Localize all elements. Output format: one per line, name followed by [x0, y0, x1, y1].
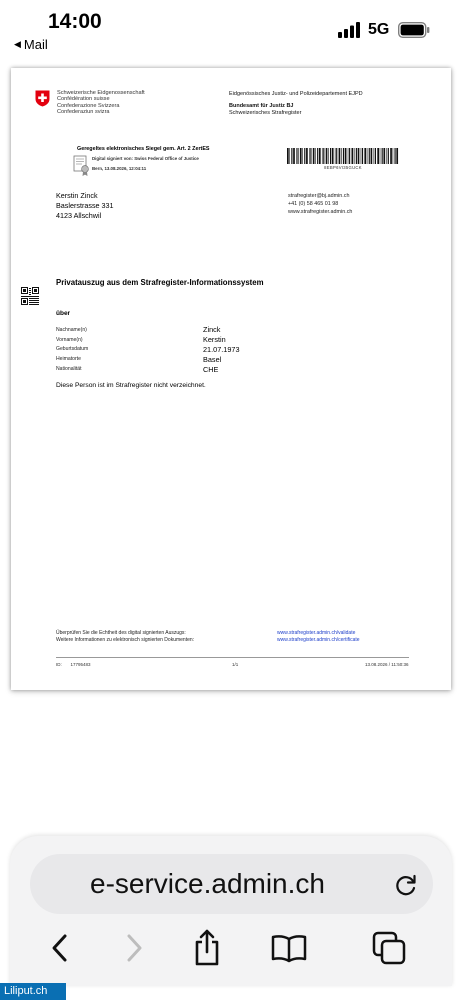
qr-module [32, 302, 33, 303]
qr-finder [23, 289, 26, 292]
qr-module [30, 292, 31, 293]
qr-module [31, 296, 32, 297]
barcode-bar [380, 148, 381, 164]
qr-module [36, 302, 37, 303]
barcode-bar [322, 148, 323, 164]
barcode-bar [396, 148, 398, 164]
qr-module [36, 304, 37, 305]
field-label: Geburtsdatum [56, 346, 89, 353]
qr-module [38, 304, 39, 305]
footer-id-label: ID: [56, 662, 62, 667]
qr-module [30, 288, 31, 289]
browser-toolbar [10, 836, 452, 986]
field-row [56, 364, 416, 374]
qr-module [35, 304, 36, 305]
field-row [56, 345, 416, 355]
barcode-bar [348, 148, 349, 164]
certificate-link[interactable]: www.strafregister.admin.ch/certificate [277, 637, 360, 643]
seal-signed-at: Bern, 13.08.2026, 12:04:11 [92, 166, 147, 171]
barcode-bar [291, 148, 292, 164]
qr-module [29, 298, 30, 299]
qr-module [29, 292, 30, 293]
barcode-bar [293, 148, 295, 164]
document-page [11, 68, 451, 690]
back-app-label: Mail [23, 37, 48, 52]
qr-module [34, 302, 35, 303]
registry-name: Schweizerisches Strafregister [229, 110, 302, 116]
back-triangle-icon: ◀ [14, 39, 21, 49]
confederation-names [57, 90, 145, 115]
certificate-seal-icon [73, 155, 91, 177]
barcode-bar [300, 148, 302, 164]
qr-module [30, 302, 31, 303]
barcode-bar [330, 148, 331, 164]
field-value: Kerstin [203, 335, 226, 345]
barcode-bar [296, 148, 297, 164]
qr-module [32, 298, 33, 299]
qr-module [36, 300, 37, 301]
barcode-bar [341, 148, 342, 164]
reload-icon[interactable] [392, 871, 420, 899]
barcode-bar [356, 148, 357, 164]
qr-module [35, 296, 36, 297]
tabs-icon [371, 930, 407, 966]
qr-module [36, 296, 37, 297]
qr-module [34, 298, 35, 299]
back-button[interactable] [40, 928, 80, 968]
qr-module [37, 300, 38, 301]
barcode-bar [315, 148, 316, 164]
forward-button[interactable] [114, 928, 154, 968]
barcode-bar [317, 148, 318, 164]
barcode-bar [374, 148, 375, 164]
barcode-bar [361, 148, 362, 164]
qr-module [29, 296, 30, 297]
barcode-bar [326, 148, 328, 164]
footer-date: 13.08.2026 / 11:50:36 [365, 662, 409, 667]
footer-id-value: 17795483 [70, 662, 91, 667]
recipient-address [56, 191, 114, 221]
barcode-bar [358, 148, 360, 164]
department-name: Eidgenössisches Justiz- und Polizeidepartement EJPD [229, 91, 363, 97]
qr-module [33, 302, 34, 303]
status-bar [0, 0, 462, 56]
qr-module [25, 296, 26, 297]
barcode-bar [306, 148, 308, 164]
footer-page-number: 1/1 [232, 662, 239, 667]
field-row [56, 325, 416, 335]
person-fields [56, 325, 416, 374]
qr-module [38, 296, 39, 297]
barcode-icon [287, 148, 399, 164]
footer-divider [56, 657, 409, 658]
barcode-bar [377, 148, 379, 164]
qr-module [35, 302, 36, 303]
barcode-bar [367, 148, 368, 164]
document-title: Privatauszug aus dem Strafregister-Informationssystem [56, 278, 264, 287]
status-time: 14:00 [48, 10, 102, 33]
qr-module [34, 304, 35, 305]
qr-module [32, 296, 33, 297]
qr-module [31, 300, 32, 301]
barcode-bar [302, 148, 303, 164]
qr-finder [34, 289, 37, 292]
share-button[interactable] [187, 928, 227, 968]
barcode-bar [362, 148, 363, 164]
watermark-logo: Liliput.ch [0, 983, 66, 1000]
qr-module [34, 296, 35, 297]
field-value: 21.07.1973 [203, 344, 240, 354]
bookmarks-button[interactable] [269, 928, 309, 968]
field-value: CHE [203, 364, 219, 374]
field-label: Nationalität [56, 366, 82, 373]
barcode-bar [388, 148, 389, 164]
qr-module [29, 288, 30, 289]
qr-module [23, 296, 24, 297]
qr-module [29, 290, 30, 291]
barcode-bar [395, 148, 396, 164]
office-name: Bundesamt für Justiz BJ [229, 103, 294, 109]
contact-website: www.strafregister.admin.ch [288, 209, 353, 215]
verify-links [277, 630, 360, 644]
share-icon [191, 929, 223, 967]
qr-module [29, 304, 30, 305]
qr-module [33, 298, 34, 299]
barcode-bar [393, 148, 394, 164]
barcode-bar [335, 148, 336, 164]
qr-finder [23, 300, 26, 303]
recipient-line: Kerstin Zinck [56, 191, 98, 200]
confederation-line: Confederaziun svizra [57, 108, 110, 115]
qr-module [24, 296, 25, 297]
qr-module [29, 300, 30, 301]
about-heading: über [56, 310, 71, 317]
qr-module [36, 298, 37, 299]
barcode-bar [349, 148, 350, 164]
contact-email: strafregister@bj.admin.ch [288, 193, 350, 199]
barcode-text: 8EBP6VI35GUCK [324, 165, 362, 170]
barcode-bar [343, 148, 344, 164]
barcode-bar [339, 148, 341, 164]
field-label: Vorname(n) [56, 336, 83, 343]
qr-module [33, 300, 34, 301]
qr-module [30, 300, 31, 301]
verify-text [56, 630, 194, 644]
back-icon [49, 933, 71, 963]
qr-module [31, 298, 32, 299]
qr-module [30, 298, 31, 299]
qr-module [30, 290, 31, 291]
address-bar-url: e-service.admin.ch [90, 868, 325, 899]
seal-signed-by: Digital signiert von: Swiss Federal Office of Justice [92, 156, 199, 161]
qr-module [37, 304, 38, 305]
qr-module [35, 300, 36, 301]
tabs-button[interactable] [369, 928, 409, 968]
barcode-bar [309, 148, 310, 164]
qr-module [22, 296, 23, 297]
verify-line: Überprüfen Sie die Echtheit des digital signierten Auszugs: [56, 630, 186, 636]
barcode-bar [345, 148, 347, 164]
qr-module [31, 304, 32, 305]
barcode-bar [328, 148, 329, 164]
barcode-bar [375, 148, 376, 164]
qr-module [38, 298, 39, 299]
qr-module [21, 296, 22, 297]
validate-link[interactable]: www.strafregister.admin.ch/validate [277, 630, 356, 636]
signal-icon [338, 22, 362, 38]
qr-module [35, 298, 36, 299]
qr-module [37, 298, 38, 299]
qr-module [30, 296, 31, 297]
address-bar[interactable] [30, 854, 433, 914]
barcode-bar [287, 148, 289, 164]
qr-module [30, 304, 31, 305]
field-label: Nachname(n) [56, 326, 87, 333]
qr-module [38, 302, 39, 303]
barcode-bar [310, 148, 311, 164]
seal-title: Geregeltes elektronisches Siegel gem. Art. 2 ZertES [77, 146, 210, 152]
field-value: Zinck [203, 325, 221, 335]
confederation-line: Confederazione Svizzera [57, 102, 120, 109]
barcode-bar [382, 148, 383, 164]
browser-nav-row [10, 928, 452, 972]
qr-module [37, 302, 38, 303]
barcode-bar [371, 148, 373, 164]
qr-module [31, 302, 32, 303]
qr-code-icon [21, 287, 39, 305]
barcode-bar [369, 148, 370, 164]
qr-module [26, 296, 27, 297]
qr-module [27, 296, 28, 297]
barcode-bar [332, 148, 334, 164]
field-value: Basel [203, 354, 222, 364]
department-block [229, 91, 363, 117]
confederation-line: Schweizerische Eidgenossenschaft [57, 90, 145, 96]
network-type: 5G [368, 21, 390, 38]
qr-module [37, 296, 38, 297]
field-row [56, 335, 416, 345]
battery-icon [398, 22, 430, 38]
qr-module [38, 300, 39, 301]
recipient-line: Baslerstrasse 331 [56, 201, 114, 210]
verify-line: Weitere Informationen zu elektronisch signierten Dokumenten: [56, 637, 195, 643]
qr-module [34, 300, 35, 301]
barcode-bar [352, 148, 354, 164]
barcode-bar [323, 148, 324, 164]
barcode-bar [289, 148, 290, 164]
barcode-bar [297, 148, 298, 164]
forward-icon [123, 933, 145, 963]
barcode-bar [313, 148, 315, 164]
field-row [56, 354, 416, 364]
qr-module [29, 294, 30, 295]
registry-note: Diese Person ist im Strafregister nicht verzeichnet. [56, 382, 206, 389]
recipient-line: 4123 Allschwil [56, 211, 102, 220]
qr-module [33, 304, 34, 305]
field-label: Heimatorte [56, 356, 81, 363]
qr-module [32, 300, 33, 301]
barcode-bar [354, 148, 355, 164]
qr-module [33, 296, 34, 297]
contact-phone: +41 (0) 58 465 01 98 [288, 201, 339, 207]
back-to-mail-link[interactable] [14, 37, 48, 52]
qr-module [30, 294, 31, 295]
confederation-line: Confédération suisse [57, 96, 110, 103]
barcode-bar [319, 148, 321, 164]
barcode-bar [386, 148, 387, 164]
contact-block [288, 192, 352, 216]
footer-id [56, 662, 91, 667]
qr-module [32, 304, 33, 305]
barcode-bar [336, 148, 337, 164]
qr-module [28, 296, 29, 297]
barcode-bar [364, 148, 366, 164]
swiss-coat-of-arms-icon [35, 90, 50, 107]
barcode-bar [383, 148, 385, 164]
barcode-bar [390, 148, 392, 164]
qr-module [29, 302, 30, 303]
bookmarks-icon [270, 933, 308, 963]
barcode-bar [304, 148, 305, 164]
